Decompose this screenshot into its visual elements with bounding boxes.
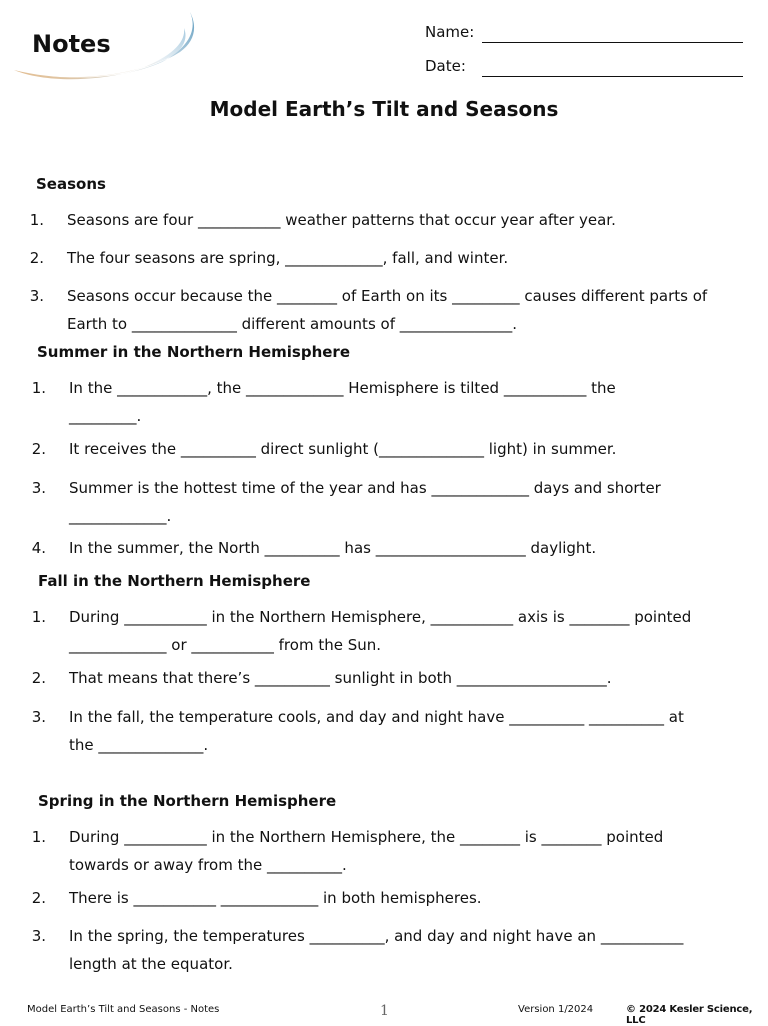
notes-logo (12, 8, 202, 88)
item-text-line: During ___________ in the Northern Hemisphere, ___________ axis is ________ pointed (69, 608, 692, 626)
footer-copyright: © 2024 Kesler Science, LLC (626, 1004, 753, 1026)
section-heading: Spring in the Northern Hemisphere (38, 792, 337, 810)
item-text-line: That means that there’s __________ sunlight in both ____________________. (69, 669, 612, 687)
item-number: 1. (29, 211, 44, 229)
item-text-line: It receives the __________ direct sunlight (______________ light) in summer. (69, 440, 617, 458)
item-text-line: Seasons are four ___________ weather patterns that occur year after year. (67, 211, 616, 229)
item-text-line: In the ____________, the _____________ Hemisphere is tilted ___________ the (69, 379, 616, 397)
item-text-line: length at the equator. (69, 955, 233, 973)
item-text-line: During ___________ in the Northern Hemisphere, the ________ is ________ pointed (69, 828, 664, 846)
item-number: 3. (29, 287, 44, 305)
date-field[interactable] (425, 57, 466, 75)
date-line[interactable] (482, 76, 743, 77)
item-text-line: In the summer, the North __________ has ____________________ daylight. (69, 539, 597, 557)
item-number: 3. (31, 927, 46, 945)
footer-version: Version 1/2024 (518, 1004, 594, 1015)
item-text-line: Seasons occur because the ________ of Earth on its _________ causes different parts of (67, 287, 708, 305)
item-number: 1. (31, 608, 46, 626)
section-heading: Seasons (36, 175, 106, 193)
item-text-line: The four seasons are spring, _____________, fall, and winter. (67, 249, 509, 267)
item-text-line: _____________. (69, 507, 172, 525)
section-heading: Fall in the Northern Hemisphere (38, 572, 311, 590)
item-number: 1. (31, 828, 46, 846)
item-number: 2. (31, 440, 46, 458)
item-text-line: _________. (69, 407, 142, 425)
date-label: Date: (425, 57, 466, 75)
item-text-line: In the fall, the temperature cools, and day and night have __________ __________ at (69, 708, 684, 726)
page-title: Model Earth’s Tilt and Seasons (209, 97, 559, 121)
item-number: 2. (31, 669, 46, 687)
name-label: Name: (425, 23, 475, 41)
item-number: 1. (31, 379, 46, 397)
item-text-line: towards or away from the __________. (69, 856, 347, 874)
name-line[interactable] (482, 42, 743, 43)
item-text-line: the ______________. (69, 736, 209, 754)
item-text-line: There is ___________ _____________ in both hemispheres. (69, 889, 482, 907)
item-number: 3. (31, 479, 46, 497)
section-heading: Summer in the Northern Hemisphere (37, 343, 350, 361)
item-number: 2. (31, 889, 46, 907)
item-number: 4. (31, 539, 46, 557)
item-text-line: Summer is the hottest time of the year and has _____________ days and shorter (69, 479, 661, 497)
footer-doc-title: Model Earth’s Tilt and Seasons - Notes (27, 1004, 220, 1015)
item-text-line: _____________ or ___________ from the Sun. (69, 636, 382, 654)
item-text-line: Earth to ______________ different amounts of _______________. (67, 315, 518, 333)
item-text-line: In the spring, the temperatures __________, and day and night have an ___________ (69, 927, 684, 945)
item-number: 2. (29, 249, 44, 267)
page-number: 1 (380, 1003, 389, 1019)
logo-text: Notes (32, 30, 111, 58)
item-number: 3. (31, 708, 46, 726)
name-field[interactable] (425, 23, 474, 41)
